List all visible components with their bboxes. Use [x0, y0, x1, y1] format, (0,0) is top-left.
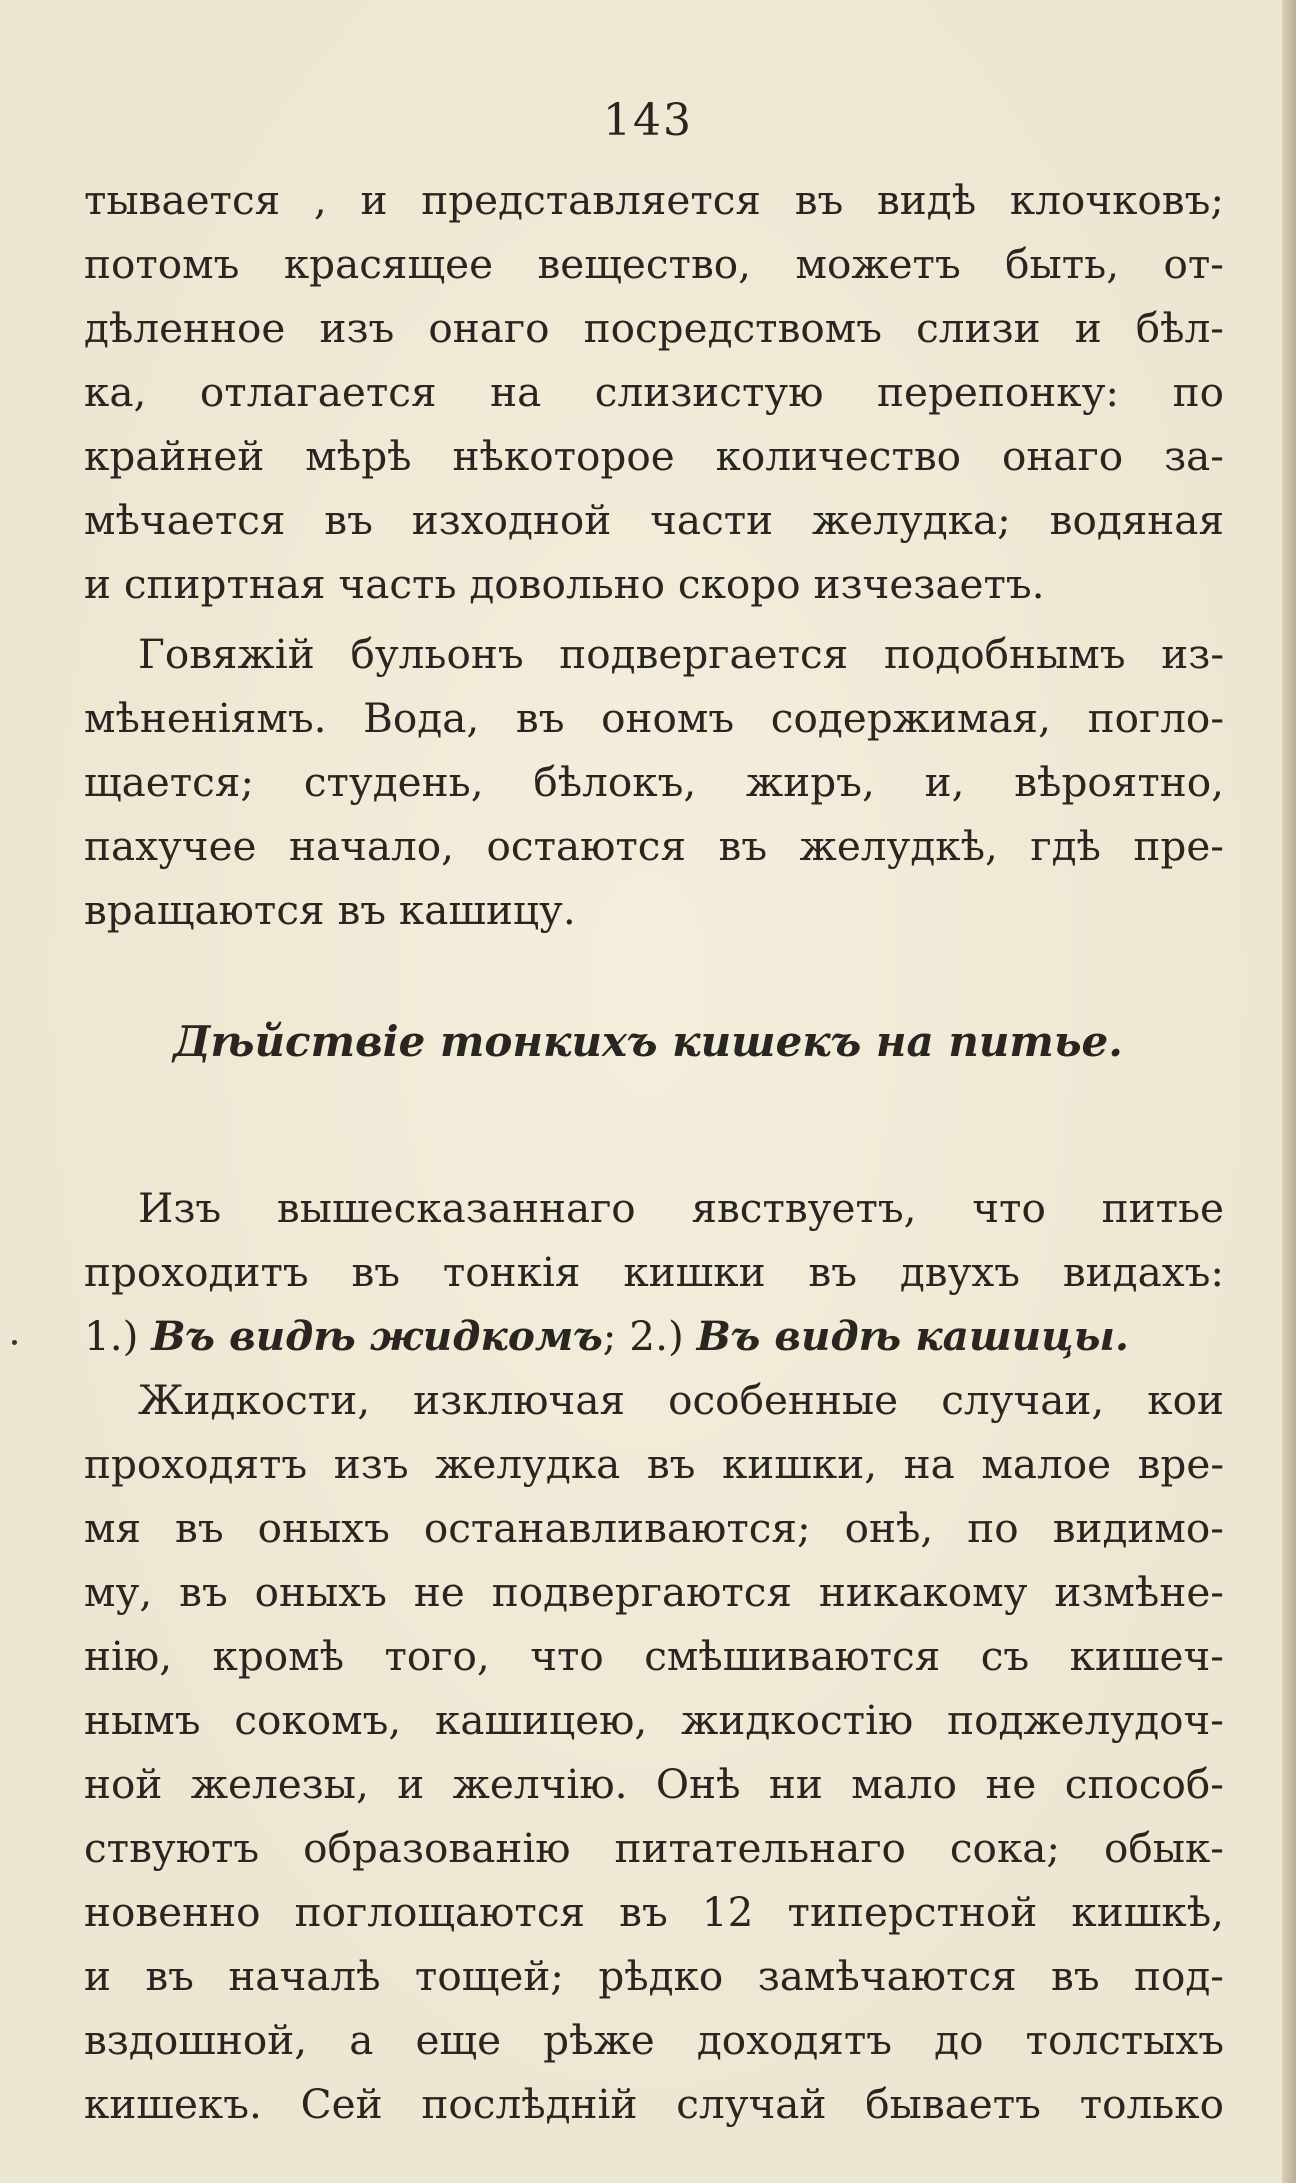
text-line: потомъ красящее вещество, можетъ быть, от-	[84, 240, 1224, 288]
text-line: Изъ вышесказаннаго явствуетъ, что питье	[138, 1184, 1224, 1232]
text-line: пахучее начало, остаются въ желудкѣ, гдѣ пре-	[84, 822, 1224, 870]
paragraph-1	[84, 168, 1224, 616]
page-edge	[1282, 0, 1296, 2183]
text-line: крайней мѣрѣ нѣкоторое количество онаго за-	[84, 432, 1224, 480]
list-number: 1.)	[84, 1312, 139, 1360]
text-line: щается; студень, бѣлокъ, жиръ, и, вѣроятно,	[84, 758, 1224, 806]
text-line: мя въ оныхъ останавливаются; онѣ, по видимо-	[84, 1504, 1224, 1552]
text-line: Говяжій бульонъ подвергается подобнымъ из-	[138, 630, 1224, 678]
text-line: новенно поглощаются въ 12 типерстной кишкѣ,	[84, 1888, 1224, 1936]
list-separator: ; 2.)	[602, 1312, 684, 1360]
section-heading: Дѣйствіе тонкихъ кишекъ на питье.	[173, 1017, 1123, 1066]
paragraph-2	[84, 622, 1224, 942]
italic-term: Въ видѣ кашицы.	[696, 1312, 1130, 1360]
ink-speck	[12, 1340, 17, 1345]
text-line: проходятъ изъ желудка въ кишки, на малое вре-	[84, 1440, 1224, 1488]
paragraph-3	[84, 1176, 1224, 1368]
text-line: проходитъ въ тонкія кишки въ двухъ видахъ:	[84, 1248, 1224, 1296]
text-line: вращаются въ кашицу.	[84, 886, 576, 934]
text-line	[84, 1304, 1224, 1368]
text-line: ка, отлагается на слизистую перепонку: по	[84, 368, 1224, 416]
text-line: тывается , и представляется въ видѣ клочковъ;	[84, 176, 1224, 224]
text-line: нымъ сокомъ, кашицею, жидкостію поджелудоч-	[84, 1696, 1224, 1744]
text-line: мѣчается въ изходной части желудка; водяная	[84, 496, 1224, 544]
text-line: дѣленное изъ онаго посредствомъ слизи и бѣл-	[84, 304, 1224, 352]
text-line: кишекъ. Сей послѣдній случай бываетъ только	[84, 2080, 1224, 2128]
page-number: 143	[603, 95, 693, 146]
paragraph-4	[84, 1368, 1224, 2136]
italic-term: Въ видѣ жидкомъ	[151, 1312, 603, 1360]
text-line: Жидкости, изключая особенные случаи, кои	[138, 1376, 1224, 1424]
text-line: му, въ оныхъ не подвергаются никакому измѣне-	[84, 1568, 1224, 1616]
text-line: нію, кромѣ того, что смѣшиваются съ кишеч-	[84, 1632, 1224, 1680]
text-line: ствуютъ образованію питательнаго сока; обык-	[84, 1824, 1224, 1872]
text-line: и въ началѣ тощей; рѣдко замѣчаются въ под-	[84, 1952, 1224, 2000]
text-line: ной железы, и желчію. Онѣ ни мало не способ-	[84, 1760, 1224, 1808]
text-line: и спиртная часть довольно скоро изчезаетъ.	[84, 560, 1045, 608]
text-line: мѣненіямъ. Вода, въ ономъ содержимая, погло-	[84, 694, 1224, 742]
text-line: вздошной, а еще рѣже доходятъ до толстыхъ	[84, 2016, 1224, 2064]
